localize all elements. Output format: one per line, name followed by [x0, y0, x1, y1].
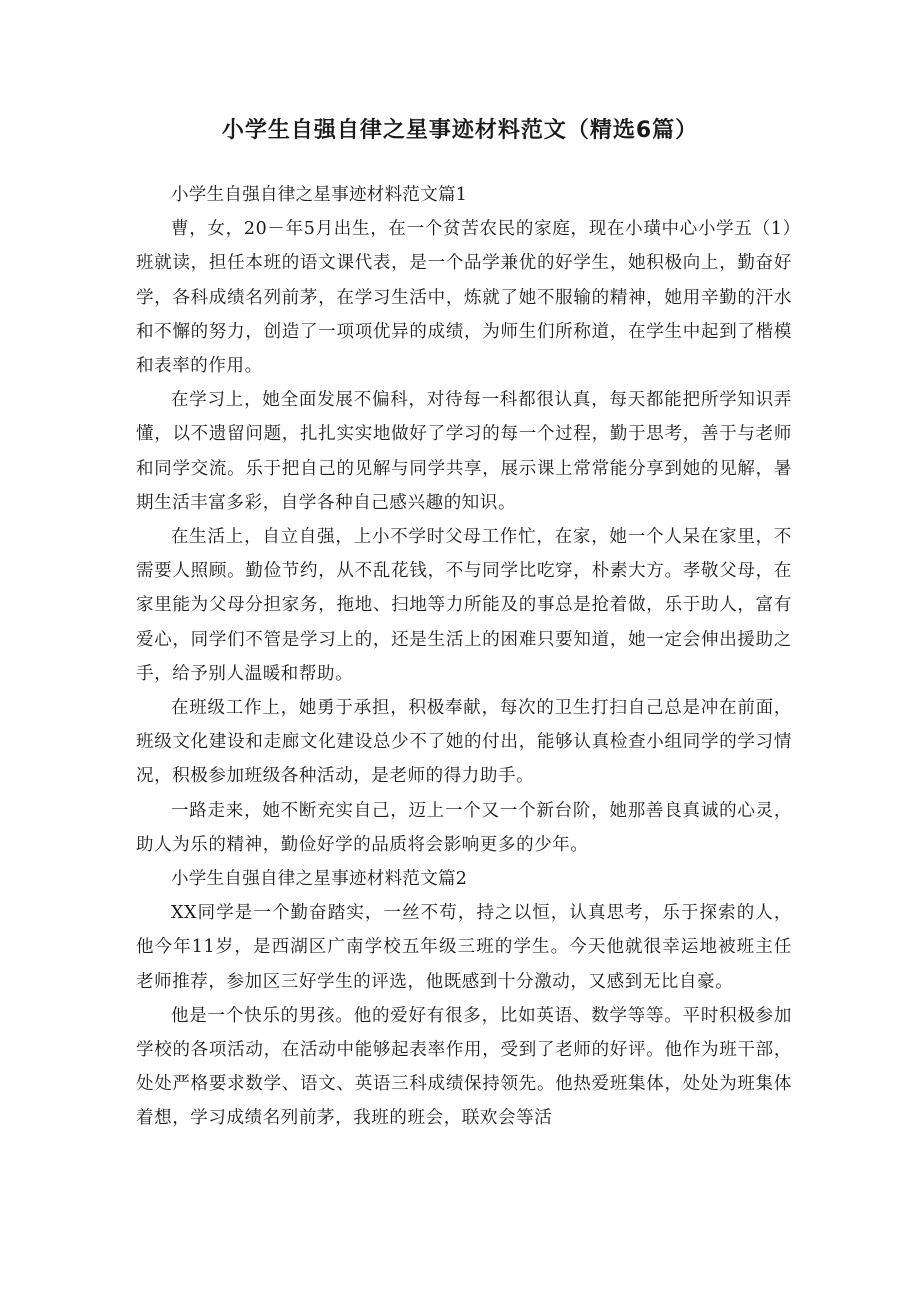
paragraph: 一路走来，她不断充实自己，迈上一个又一个新台阶，她那善良真诚的心灵，助人为乐的精神，勤俭好学的品质将会影响更多的少年。 — [136, 800, 792, 855]
paragraph: 在班级工作上，她勇于承担，积极奉献，每次的卫生打扫自己总是冲在前面，班级文化建设和走廊文化建设总少不了她的付出，能够认真检查小组同学的学习情况，积极参加班级各种活动，是老师的得力助手。 — [136, 698, 792, 787]
paragraph: 在生活上，自立自强，上小不学时父母工作忙，在家，她一个人呆在家里，不需要人照顾。勤俭节约，从不乱花钱，不与同学比吃穿，朴素大方。孝敬父母，在家里能为父母分担家务，拖地、扫地等力所能及的事总是抢着做，乐于助人，富有爱心，同学们不管是学习上的，还是生活上的困难只要知道，她一定会伸出援助之手，给予别人温暖和帮助。 — [136, 527, 792, 684]
paragraph: XX同学是一个勤奋踏实，一丝不苟，持之以恒，认真思考，乐于探索的人，他今年11岁，是西湖区广南学校五年级三班的学生。今天他就很幸运地被班主任老师推荐，参加区三好学生的评选，他既感到十分激动，又感到无比自豪。 — [136, 903, 792, 992]
section-heading-2: 小学生自强自律之星事迹材料范文篇2 — [171, 869, 468, 890]
section-heading-1: 小学生自强自律之星事迹材料范文篇1 — [171, 185, 468, 205]
paragraph: 在学习上，她全面发展不偏科，对待每一科都很认真，每天都能把所学知识弄懂，以不遗留问题，扎扎实实地做好了学习的每一个过程，勤于思考，善于与老师和同学交流。乐于把自己的见解与同学共享，展示课上常常能分享到她的见解，暑期生活丰富多彩，自学各种自己感兴趣的知识。 — [136, 390, 792, 513]
paragraph: 他是一个快乐的男孩。他的爱好有很多，比如英语、数学等等。平时积极参加学校的各项活动，在活动中能够起表率作用，受到了老师的好评。他作为班干部，处处严格要求数学、语文、英语三科成绩保持领先。他热爱班集体，处处为班集体着想，学习成绩名列前茅，我班的班会，联欢会等活 — [136, 1005, 792, 1129]
paragraph: 曹，女，20－年5月出生，在一个贫苦农民的家庭，现在小璜中心小学五（1）班就读，担任本班的语文课代表，是一个品学兼优的好学生，她积极向上，勤奋好学，各科成绩名列前茅，在学习生活中，炼就了她不服输的精神，她用辛勤的汗水和不懈的努力，创造了一项项优异的成绩，为师生们所称道，在学生中起到了楷模和表率的作用。 — [136, 219, 792, 377]
document-body — [136, 178, 792, 1136]
document-title: 小学生自强自律之星事迹材料范文（精选6篇） — [221, 118, 699, 143]
